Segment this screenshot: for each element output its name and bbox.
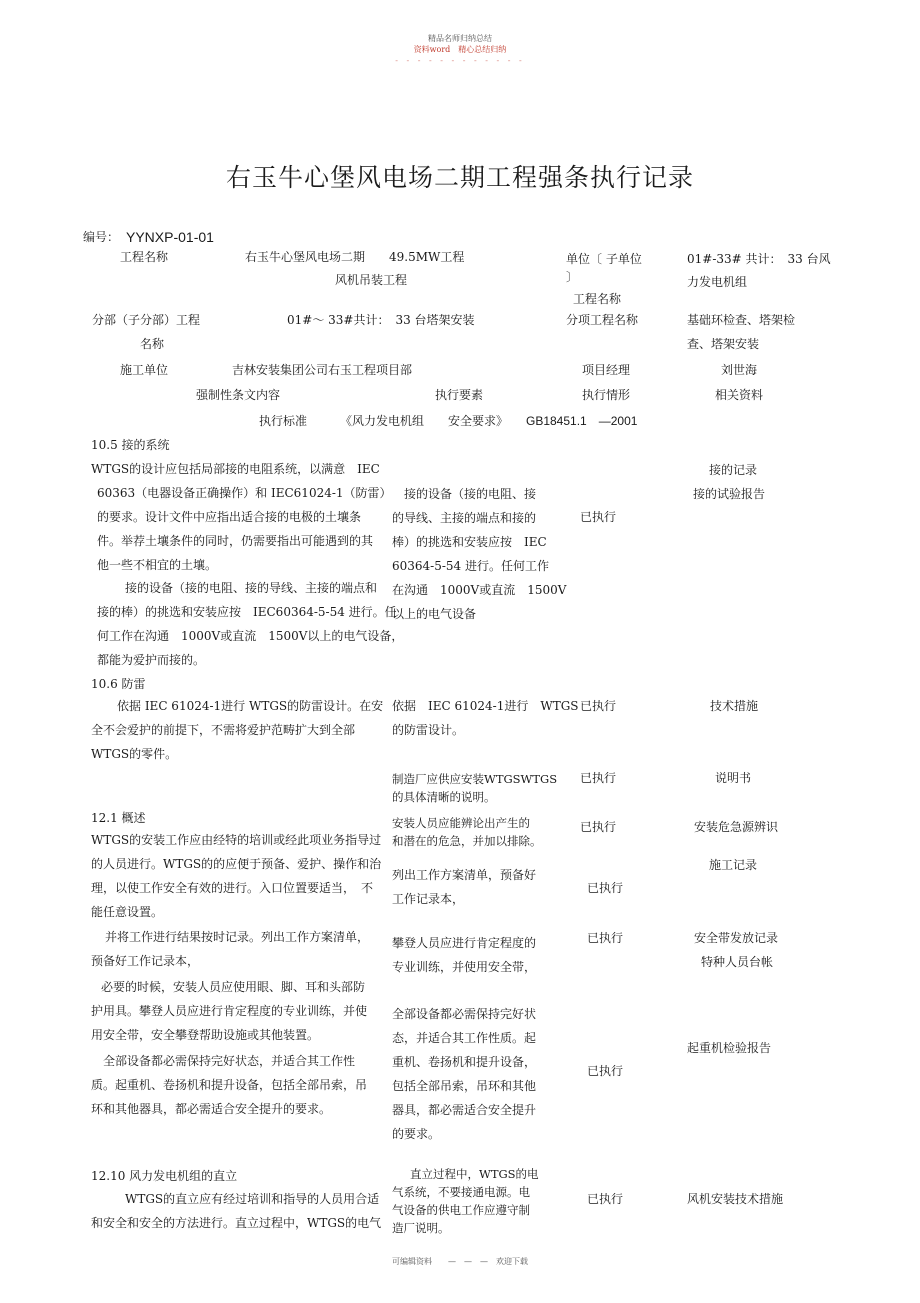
construction-label: 施工单位 xyxy=(120,363,169,377)
text-line: 的防雷设计。 xyxy=(392,723,465,737)
text-line: 理，以使工作安全有效的进行。入口位置要适当， 不 xyxy=(91,881,374,895)
project-name-label: 工程名称 xyxy=(120,250,169,264)
standard-code: GB18451.1 —2001 xyxy=(526,414,638,428)
subdivision-label-2: 名称 xyxy=(140,337,165,351)
text-line: 护用具。攀登人员应进行肯定程度的专业训练，并使 xyxy=(91,1004,368,1018)
docs-text: 安全带发放记录 xyxy=(694,931,779,945)
text-line: 依据 IEC 61024-1进行 WTGS的防雷设计。在安 xyxy=(117,699,384,713)
docs-text: 风机安装技术措施 xyxy=(687,1192,784,1206)
text-line: 专业训练，并使用安全带， xyxy=(392,960,537,974)
docs-text: 施工记录 xyxy=(709,858,758,872)
text-line: 气系统，不要接通电源。电 xyxy=(392,1185,530,1199)
watermark-header-dashes: - - - - - - - - - - - - xyxy=(395,56,525,65)
text-line: 都能为爱护而接的。 xyxy=(97,653,206,667)
text-line: WTGS的设计应包括局部接的电阻系统，以满意 IEC xyxy=(91,462,380,476)
clause-text xyxy=(91,457,392,577)
text-line: 他一些不相宜的土壤。 xyxy=(97,558,218,572)
text-line: 气设备的供电工作应遵守制 xyxy=(392,1203,530,1217)
standard-name: 《风力发电机组 安全要求》 xyxy=(340,414,509,428)
text-line: 接的棒）的挑选和安装应按 IEC60364-5-54 进行。任 xyxy=(97,605,397,619)
text-line: 列出工作方案清单，预备好 xyxy=(392,868,537,882)
text-line: 预备好工作记录本， xyxy=(91,954,200,968)
text-line: 用安全带，安全攀登帮助设施或其他装置。 xyxy=(91,1028,320,1042)
text-line: 件。举荐土壤条件的同时，仍需要指出可能遇到的其 xyxy=(97,534,374,548)
text-line: 接的设备（接的电阻、接的导线、主接的端点和 xyxy=(125,581,378,595)
text-line: 在沟通 1000V或直流 1500V xyxy=(392,583,567,597)
text-line: 造厂说明。 xyxy=(392,1221,450,1235)
clause-text xyxy=(91,1049,367,1121)
status-text: 已执行 xyxy=(587,931,624,945)
text-line: 环和其他器具，都必需适合安全提升的要求。 xyxy=(91,1102,332,1116)
text-line: 和潜在的危急，并加以排除。 xyxy=(392,834,542,848)
clause-text xyxy=(91,1187,381,1235)
subdivision-label: 分部（子分部）工程 xyxy=(92,313,201,327)
column-essentials: 执行要素 xyxy=(435,388,484,402)
text-line: 依据 IEC 61024-1进行 WTGS xyxy=(392,699,579,713)
column-docs: 相关资料 xyxy=(715,388,764,402)
manager-value: 刘世海 xyxy=(721,363,758,377)
column-status: 执行情形 xyxy=(582,388,631,402)
unit-label-3: 工程名称 xyxy=(573,292,622,306)
text-line: 60364-5-54 进行。任何工作 xyxy=(392,559,550,573)
status-text: 已执行 xyxy=(587,1192,624,1206)
section-heading: 12.10 风力发电机组的直立 xyxy=(91,1169,238,1183)
docs-text: 接的记录 xyxy=(709,463,758,477)
text-line: 工作记录本， xyxy=(392,892,465,906)
status-text: 已执行 xyxy=(580,820,617,834)
project-name-value: 右玉牛心堡风电场二期 49.5MW工程 xyxy=(245,250,465,264)
text-line: 全部设备都必需保持完好状态，并适合其工作性 xyxy=(103,1054,356,1068)
clause-text xyxy=(91,975,367,1047)
essentials-text xyxy=(392,770,557,806)
essentials-text xyxy=(392,1165,539,1237)
text-line: 安装人员应能辨论出产生的 xyxy=(392,816,530,830)
item-value-2: 查、塔架安装 xyxy=(687,337,760,351)
text-line: WTGS的零件。 xyxy=(91,747,178,761)
status-text: 已执行 xyxy=(580,771,617,785)
text-line: 直立过程中，WTGS的电 xyxy=(410,1167,539,1181)
text-line: 60363（电器设备正确操作）和 IEC61024-1（防雷） xyxy=(97,486,392,500)
status-text: 已执行 xyxy=(587,881,624,895)
status-text: 已执行 xyxy=(587,1064,624,1078)
unit-value-2: 力发电机组 xyxy=(687,275,748,289)
status-text: 已执行 xyxy=(580,699,617,713)
text-line: 棒）的挑选和安装应按 IEC xyxy=(392,535,547,549)
item-label: 分项工程名称 xyxy=(566,313,639,327)
number-label: 编号： xyxy=(83,230,120,244)
clause-text xyxy=(91,694,383,766)
clause-text xyxy=(91,828,381,924)
text-line: 攀登人员应进行肯定程度的 xyxy=(392,936,537,950)
text-line: 能任意设置。 xyxy=(91,905,164,919)
clause-text xyxy=(91,925,369,973)
text-line: 以上的电气设备 xyxy=(392,607,477,621)
text-line: 全部设备都必需保持完好状 xyxy=(392,1007,537,1021)
text-line: 包括全部吊索，吊环和其他 xyxy=(392,1079,537,1093)
section-heading: 10.5 接的系统 xyxy=(91,438,170,452)
essentials-text xyxy=(392,1002,536,1146)
text-line: 的具体清晰的说明。 xyxy=(392,790,496,804)
watermark-footer: 可编辑资料 — — — 欢迎下载 xyxy=(392,1257,528,1266)
item-value: 基础环检查、塔架检 xyxy=(687,313,796,327)
manager-label: 项目经理 xyxy=(582,363,631,377)
text-line: 何工作在沟通 1000V或直流 1500V以上的电气设备， xyxy=(97,629,404,643)
essentials-text xyxy=(392,482,566,626)
essentials-text xyxy=(392,814,542,850)
text-line: 的人员进行。WTGS的的应便于预备、爱护、操作和治 xyxy=(91,857,382,871)
text-line: 和安全和安全的方法进行。直立过程中，WTGS的电气 xyxy=(91,1216,382,1230)
essentials-text xyxy=(392,931,536,979)
text-line: 质。起重机、卷扬机和提升设备，包括全部吊索，吊 xyxy=(91,1078,368,1092)
unit-label: 单位〔 子单位 xyxy=(566,252,642,266)
watermark-header-line2: 资料word 精心总结归纳 xyxy=(413,45,507,54)
text-line: WTGS的直立应有经过培训和指导的人员用合适 xyxy=(125,1192,380,1206)
clause-text xyxy=(91,576,403,672)
status-text: 已执行 xyxy=(580,510,617,524)
text-line: 并将工作进行结果按时记录。列出工作方案清单， xyxy=(105,930,370,944)
project-name-value-2: 风机吊装工程 xyxy=(335,273,408,287)
unit-value: 01#-33# 共计： 33 台风 xyxy=(687,252,831,266)
column-content: 强制性条文内容 xyxy=(196,388,281,402)
docs-text: 接的试验报告 xyxy=(693,487,766,501)
section-heading: 12.1 概述 xyxy=(91,811,146,825)
section-heading: 10.6 防雷 xyxy=(91,677,146,691)
text-line: 接的设备（接的电阻、接 xyxy=(404,487,537,501)
document-title: 右玉牛心堡风电场二期工程强条执行记录 xyxy=(225,163,694,192)
essentials-text xyxy=(392,694,579,742)
standard-label: 执行标准 xyxy=(259,414,308,428)
docs-text: 起重机检验报告 xyxy=(687,1041,772,1055)
subdivision-value: 01#～ 33#共计： 33 台塔架安装 xyxy=(287,313,475,327)
text-line: WTGS的安装工作应由经特的培训或经此项业务指导过 xyxy=(91,833,382,847)
unit-label-2: 〕 xyxy=(566,270,579,284)
text-line: 的要求。 xyxy=(392,1127,441,1141)
text-line: 器具，都必需适合安全提升 xyxy=(392,1103,537,1117)
text-line: 重机、卷扬机和提升设备， xyxy=(392,1055,537,1069)
docs-text: 特种人员台帐 xyxy=(701,955,774,969)
construction-value: 吉林安装集团公司右玉工程项目部 xyxy=(232,363,413,377)
text-line: 态，并适合其工作性质。起 xyxy=(392,1031,537,1045)
text-line: 的导线、主接的端点和接的 xyxy=(392,511,537,525)
number-value: YYNXP-01-01 xyxy=(126,229,214,245)
essentials-text xyxy=(392,863,536,911)
text-line: 必要的时候，安装人员应使用眼、脚、耳和头部防 xyxy=(101,980,366,994)
text-line: 的要求。设计文件中应指出适合接的电极的土壤条 xyxy=(97,510,362,524)
watermark-header-line1: 精品名师归纳总结 xyxy=(428,34,492,43)
text-line: 制造厂应供应安装WTGSWTGS xyxy=(392,772,558,786)
docs-text: 技术措施 xyxy=(710,699,759,713)
docs-text: 说明书 xyxy=(715,771,752,785)
docs-text: 安装危急源辨识 xyxy=(694,820,779,834)
text-line: 全不会爱护的前提下，不需将爱护范畴扩大到全部 xyxy=(91,723,356,737)
